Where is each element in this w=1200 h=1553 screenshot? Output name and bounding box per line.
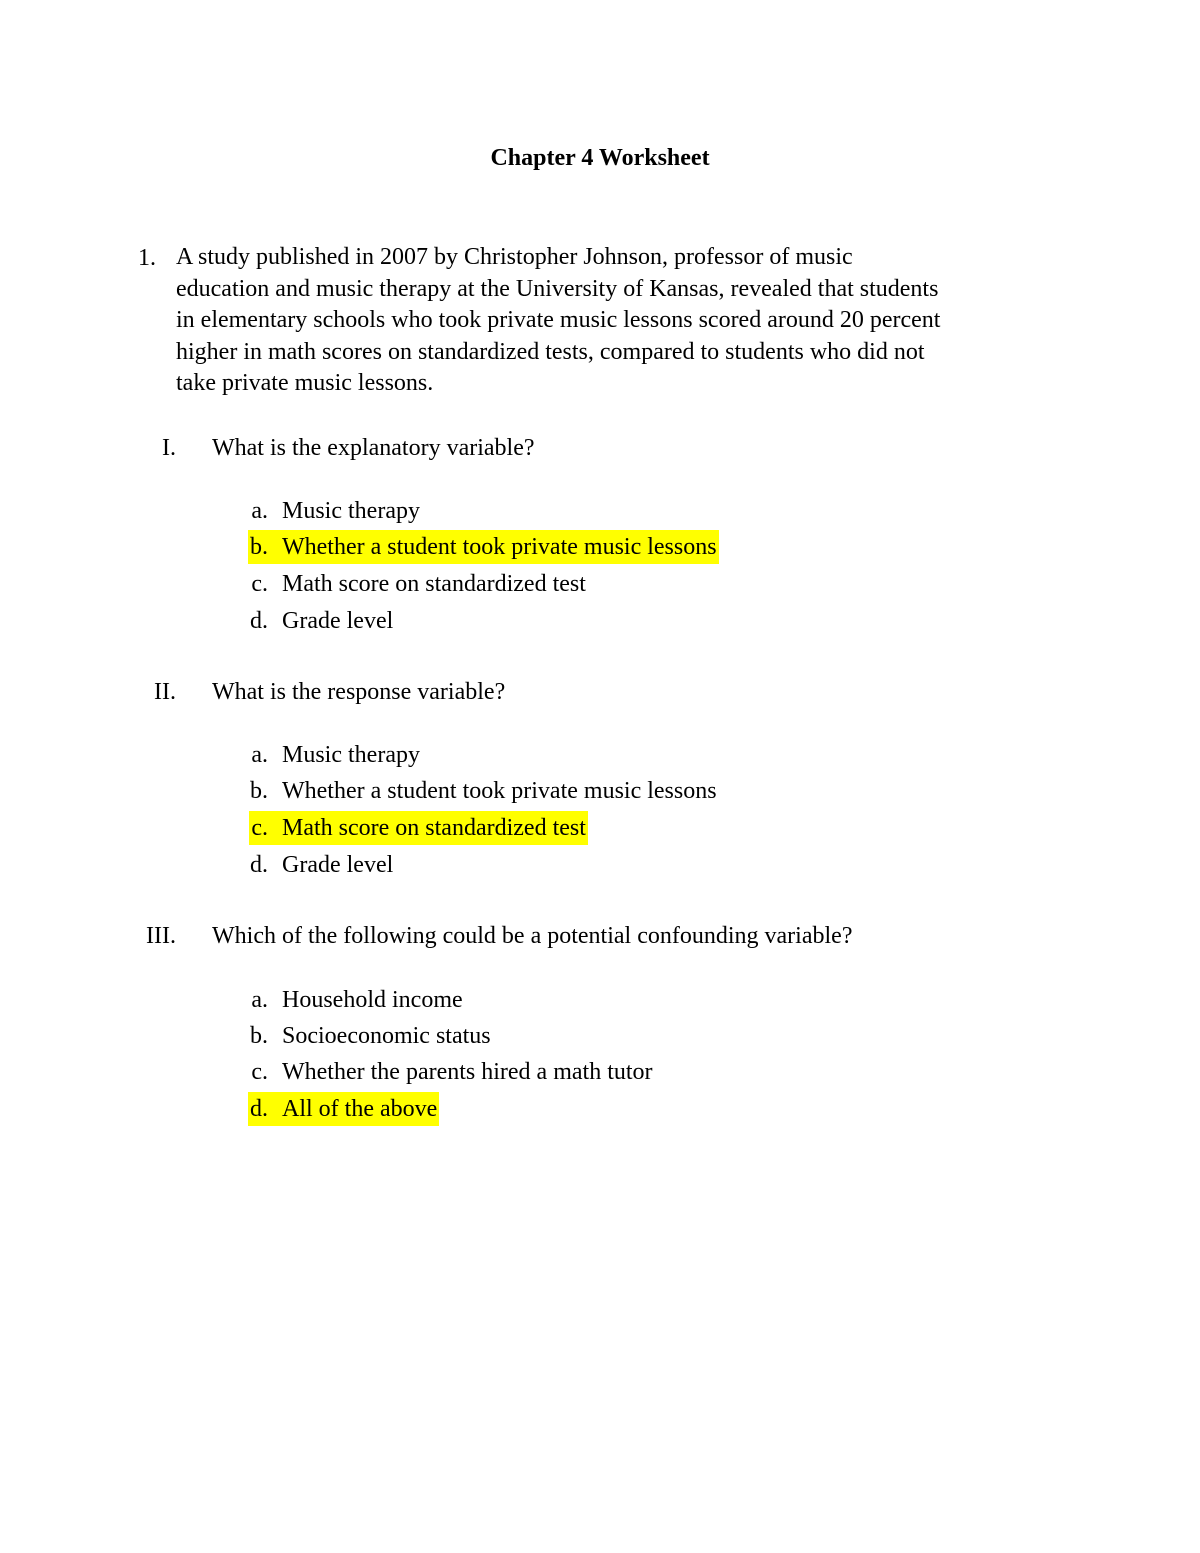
option-letter: a.	[251, 742, 268, 768]
option-text: Music therapy	[282, 742, 420, 768]
question-line: higher in math scores on standardized tests, compared to students who did not	[176, 338, 925, 365]
question-line: education and music therapy at the University of Kansas, revealed that students	[176, 275, 939, 302]
option-letter: b.	[250, 1023, 268, 1049]
subquestion-prompt: What is the response variable?	[212, 679, 506, 705]
subquestion-numeral: I.	[162, 435, 176, 461]
subquestion-numeral: III.	[146, 923, 176, 949]
option-row	[0, 604, 1200, 638]
option-letter: a.	[251, 498, 268, 524]
option-row	[0, 738, 1200, 772]
option-text: Socioeconomic status	[282, 1023, 491, 1049]
option-row	[0, 567, 1200, 601]
option-text: Grade level	[282, 608, 394, 634]
question-line: take private music lessons.	[176, 370, 434, 397]
subquestion-prompt: What is the explanatory variable?	[212, 435, 535, 461]
option-letter: b.	[250, 534, 268, 560]
page-title: Chapter 4 Worksheet	[490, 145, 710, 171]
option-row	[0, 494, 1200, 528]
option-letter: b.	[250, 778, 268, 804]
option-row	[0, 811, 1200, 845]
option-text: Grade level	[282, 852, 394, 878]
option-row	[0, 848, 1200, 882]
option-row	[0, 1019, 1200, 1053]
option-row	[0, 1092, 1200, 1126]
question-number: 1.	[138, 245, 156, 271]
option-letter: c.	[251, 1059, 268, 1085]
subquestion-numeral: II.	[154, 679, 176, 705]
option-row	[0, 530, 1200, 564]
question-body	[176, 242, 1076, 400]
option-row	[0, 1055, 1200, 1089]
question-line: A study published in 2007 by Christopher Johnson, professor of music	[176, 244, 853, 270]
option-letter: a.	[251, 987, 268, 1013]
option-letter: c.	[251, 571, 268, 597]
option-row	[0, 983, 1200, 1017]
option-row	[0, 774, 1200, 808]
option-text: Whether the parents hired a math tutor	[282, 1059, 653, 1085]
option-letter: d.	[250, 1096, 268, 1122]
option-text: Math score on standardized test	[282, 571, 586, 597]
subquestion-prompt: Which of the following could be a potential confounding variable?	[212, 923, 853, 949]
option-text: All of the above	[282, 1096, 438, 1122]
option-text: Music therapy	[282, 498, 420, 524]
option-text: Household income	[282, 987, 463, 1013]
option-letter: d.	[250, 608, 268, 634]
question-line: in elementary schools who took private music lessons scored around 20 percent	[176, 307, 941, 334]
option-text: Math score on standardized test	[282, 815, 586, 841]
option-letter: c.	[251, 815, 268, 841]
option-letter: d.	[250, 852, 268, 878]
option-text: Whether a student took private music lessons	[282, 778, 717, 804]
option-text: Whether a student took private music lessons	[282, 534, 717, 560]
